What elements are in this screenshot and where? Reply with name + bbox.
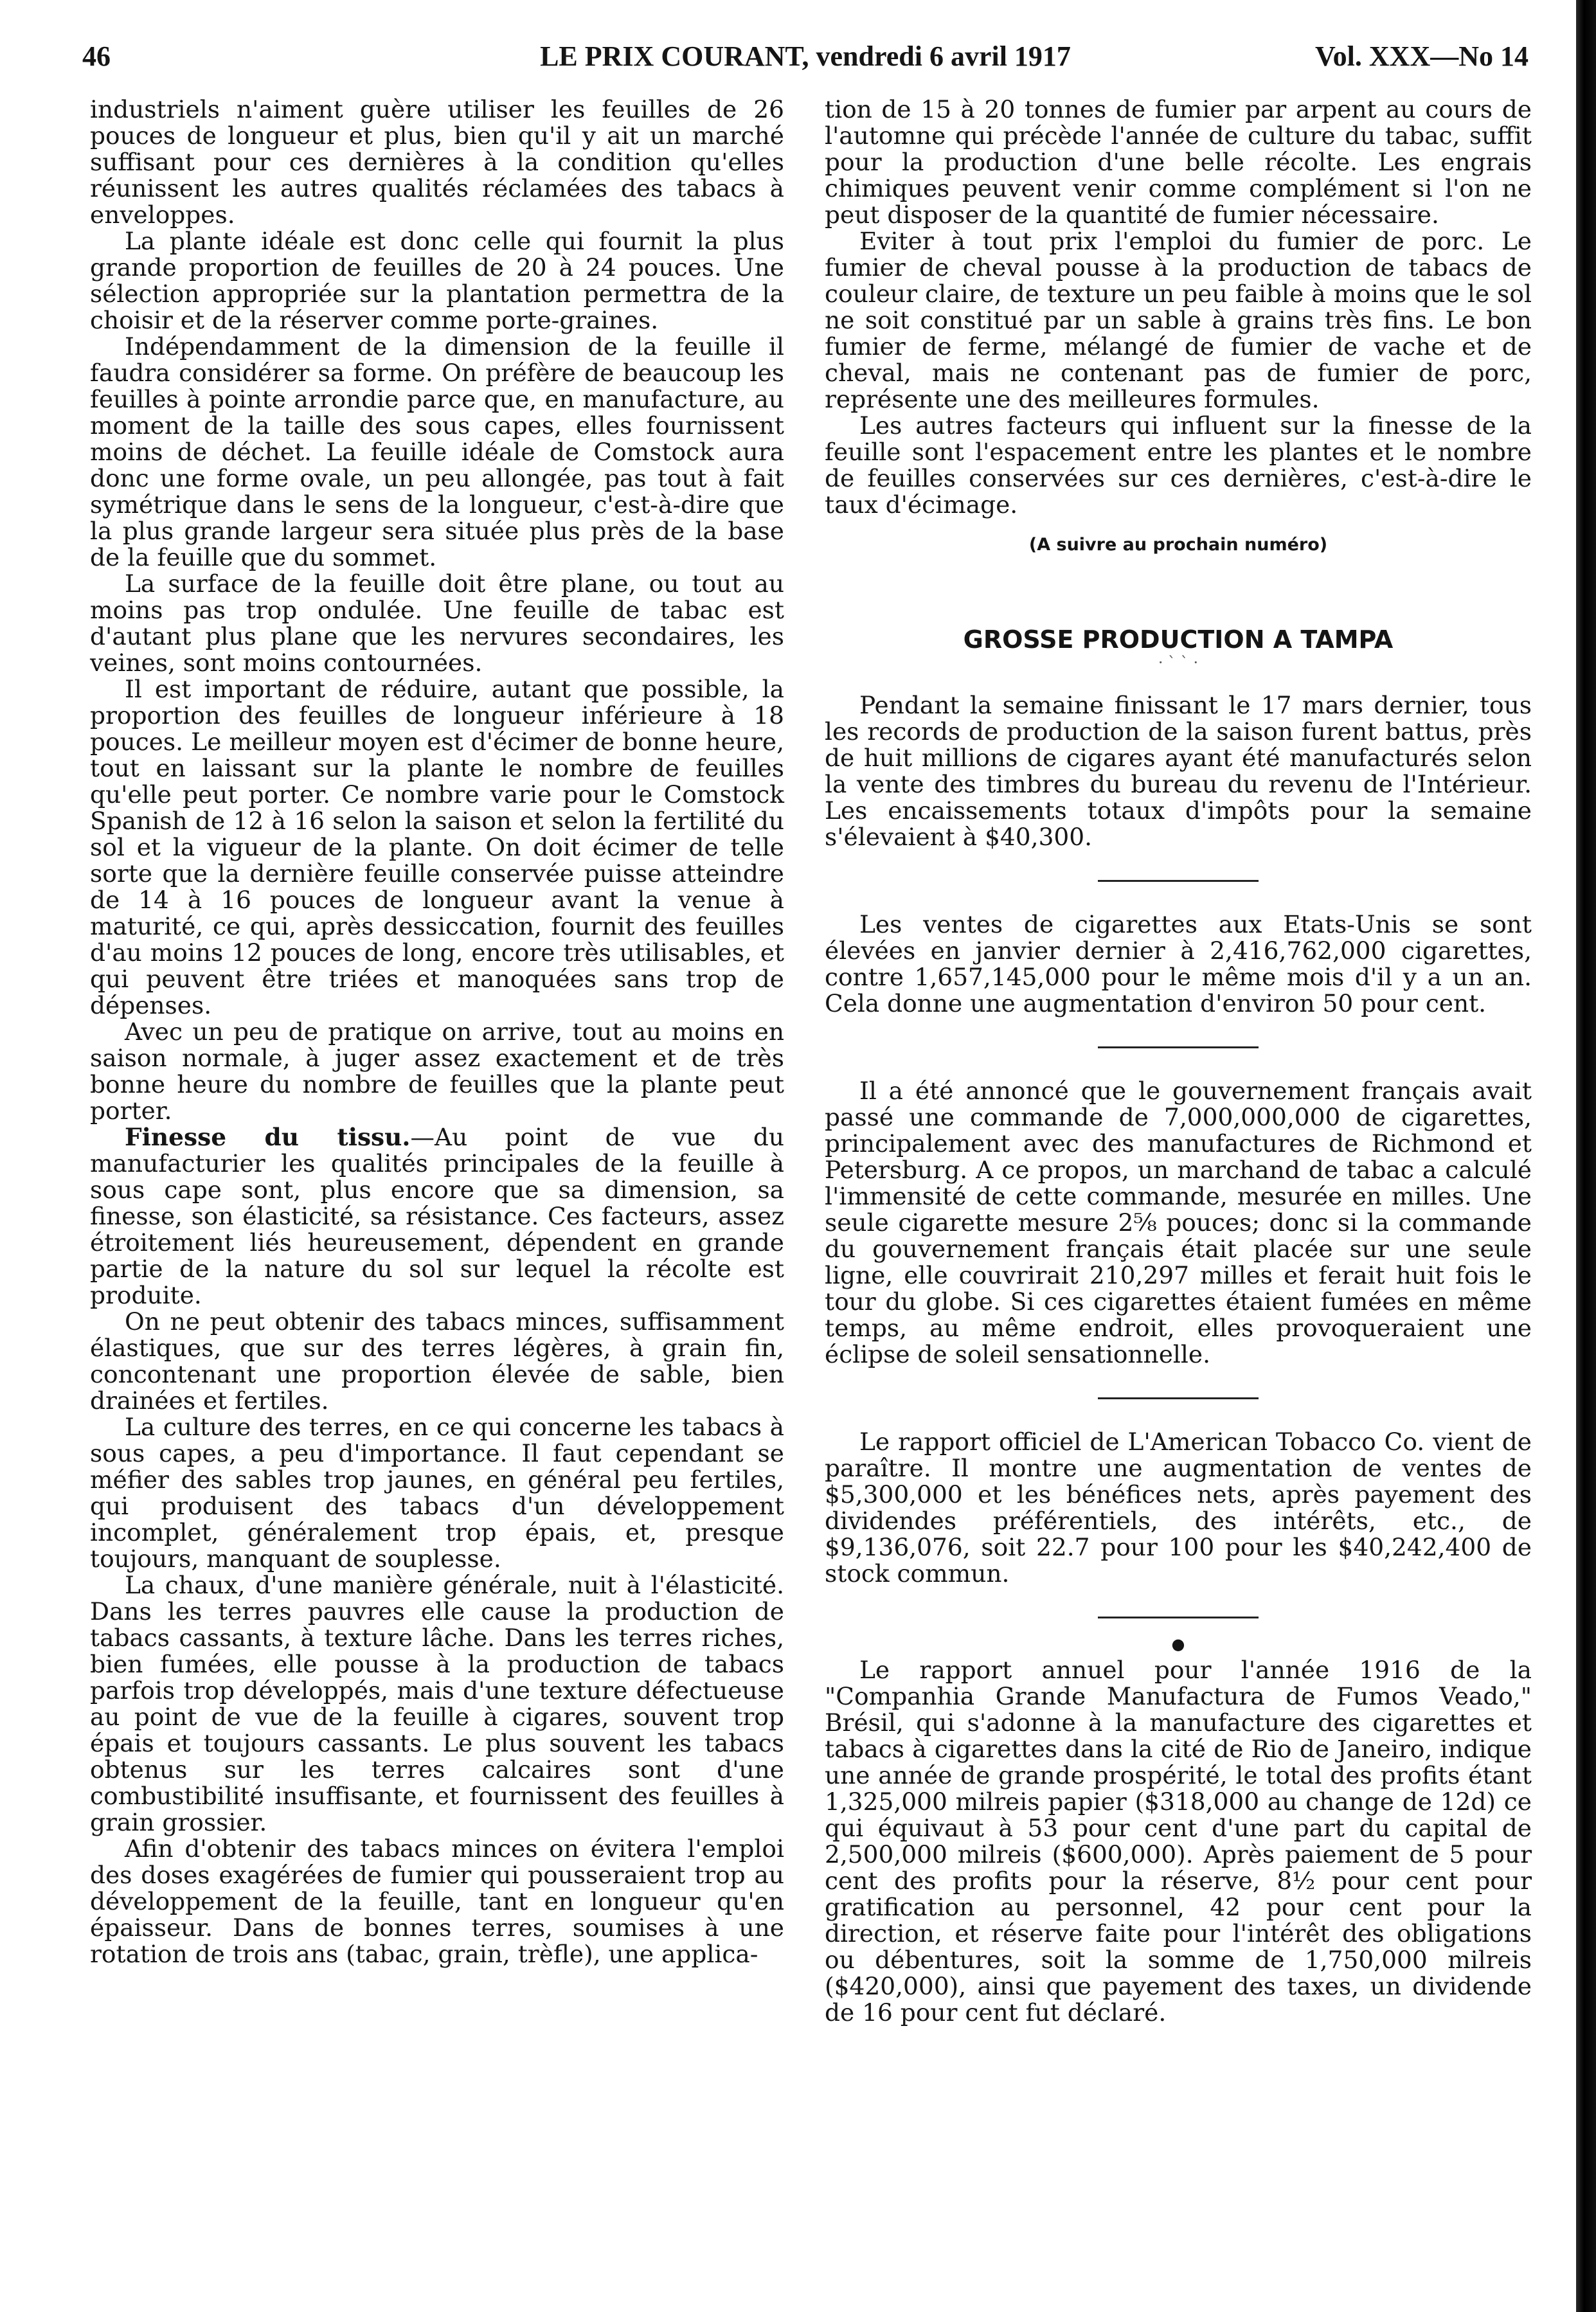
paragraph: Le rapport annuel pour l'année 1916 de la "Companhia Grande Manufactura de Fumos Veado," Brésil, qui s'adonne à la manufacture des cigarettes et tabacs à cigarettes dans la cité de Rio de Janeiro, indique une année de grande prospérité, le total des profits étant 1,325,000 milreis papier ($318,000 au change de 12d) ce qui équivaut à 53 pour cent d'une part du capital de 2,500,000 milreis ($600,000). Après paiement de 5 pour cent des profits pour la réserve, 8½ pour cent pour gratification au personnel, 42 pour cent pour la direction, et réserve faite pour l'intérêt des obligations ou débentures, soit la somme de 1,750,000 milreis ($420,000), ainsi que payement des taxes, un dividende de 16 pour cent fut déclaré.	[825, 1656, 1532, 2027]
right-column	[825, 96, 1532, 2026]
paragraph: Il a été annoncé que le gouvernement français avait passé une commande de 7,000,000,000 de cigarettes, principalement avec des manufactures de Richmond et Petersburg. A ce propos, un marchand de tabac a calculé l'immensité de cette commande, mesurée en milles. Une seule cigarette mesure 2⅝ pouces; donc si la commande du gouvernement français était placée sur une seule ligne, elle couvrirait 210,297 milles et ferait huit fois le tour du globe. Si ces cigarettes étaient fumées en même temps, au même endroit, elles provoqueraient une éclipse de soleil sensationnelle.	[825, 1077, 1532, 1368]
continued-note: (A suivre au prochain numéro)	[1028, 535, 1328, 555]
paragraph: Le rapport officiel de L'American Tobacco Co. vient de paraître. Il montre une augmentation de ventes de $5,300,000 et les bénéfices nets, après payement des dividendes préférentiels, des intérêts, etc., de $9,136,076, soit 22.7 pour 100 pour les $40,242,400 de stock commun.	[825, 1428, 1532, 1588]
paragraph: Il est important de réduire, autant que possible, la proportion des feuilles de longueur inférieure à 18 pouces. Le meilleur moyen est d'écimer de bonne heure, tout en laissant sur la plante le nombre de feuilles qu'elle peut porter. Ce nombre varie pour le Comstock Spanish de 12 à 16 selon la saison et selon la fertilité du sol et la vigueur de la plante. On doit écimer de telle sorte que la dernière feuille conservée puisse atteindre de 14 à 16 pouces de longueur avant la venue à maturité, ce qui, après dessiccation, fournit des feuilles d'au moins 12 pouces de long, encore très utilisables, et qui peuvent être triées et manoquées sans trop de dépenses.	[90, 675, 784, 1019]
divider-rule	[1098, 1046, 1259, 1048]
divider-rule	[1098, 1617, 1259, 1618]
scan-edge	[1576, 0, 1596, 2312]
page-header	[82, 33, 1529, 78]
title-ornament: · ` ` ·	[1158, 654, 1199, 672]
section-title: GROSSE PRODUCTION A TAMPA	[963, 625, 1394, 654]
paragraph: Eviter à tout prix l'emploi du fumier de porc. Le fumier de cheval pousse à la production de tabacs de couleur claire, de texture un peu faible à moins que le sol ne soit constitué par un sable à grains très fins. Le bon fumier de ferme, mélangé de fumier de vache et de cheval, mais ne contenant pas de fumier de porc, représente une des meilleures formules.	[825, 227, 1532, 413]
paragraph: Les ventes de cigarettes aux Etats-Unis se sont élevées en janvier dernier à 2,416,762,000 cigarettes, contre 1,657,145,000 pour le même mois d'il y a un an. Cela donne une augmentation d'environ 50 pour cent.	[825, 910, 1532, 1017]
paragraph: Avec un peu de pratique on arrive, tout au moins en saison normale, à juger assez exactement et de très bonne heure du nombre de feuilles que la plante peut porter.	[90, 1017, 784, 1125]
paragraph: Les autres facteurs qui influent sur la finesse de la feuille sont l'espacement entre les plantes et le nombre de feuilles conservées sur ces dernières, c'est-à-dire le taux d'écimage.	[825, 411, 1532, 519]
paragraph-body: —Au point de vue du manufacturier les qualités principales de la feuille à sous cape sont, plus encore que sa dimension, sa finesse, son élasticité, sa résistance. Ces facteurs, assez étroitement liés heureusement, dépendent en grande partie de la nature du sol sur lequel la récolte est produite.	[90, 1123, 784, 1309]
paragraph	[90, 1124, 784, 1309]
volume-number: Vol. XXX—No 14	[1314, 40, 1529, 72]
paragraph: tion de 15 à 20 tonnes de fumier par arpent au cours de l'automne qui précède l'année de culture du tabac, suffit pour la production d'une belle récolte. Les engrais chimiques peuvent venir comme complément si l'on ne peut disposer de la quantité de fumier nécessaire.	[825, 95, 1532, 229]
paragraph: La culture des terres, en ce qui concerne les tabacs à sous capes, a peu d'importance. Il faut cependant se méfier des sables trop jaunes, en général peu fertiles, qui produisent des tabacs d'un développement incomplet, généralement trop épais, et, presque toujours, manquant de souplesse.	[90, 1413, 784, 1573]
paragraph: Pendant la semaine finissant le 17 mars dernier, tous les records de production de la saison furent battus, près de huit millions de cigares ayant été manufacturés selon la vente des timbres du bureau du revenu de l'Intérieur. Les encaissements totaux d'impôts pour la semaine s'élevaient à $40,300.	[825, 691, 1532, 851]
paragraph: Indépendamment de la dimension de la feuille il faudra considérer sa forme. On préfère de beaucoup les feuilles à pointe arrondie parce que, en manufacture, au moment de la taille des sous capes, elles fournissent moins de déchet. La feuille idéale de Comstock aura donc une forme ovale, un peu allongée, pas tout à fait symétrique dans le sens de la longueur, c'est-à-dire que la plus grande largeur sera située plus près de la base de la feuille que du sommet.	[90, 332, 784, 571]
left-column	[90, 96, 784, 1967]
masthead: LE PRIX COURANT, vendredi 6 avril 1917	[540, 40, 1071, 72]
divider-rule	[1098, 1397, 1259, 1399]
paragraph: La surface de la feuille doit être plane, ou tout au moins pas trop ondulée. Une feuille de tabac est d'autant plus plane que les nervures secondaires, les veines, sont moins contournées.	[90, 569, 784, 677]
paragraph: On ne peut obtenir des tabacs minces, suffisamment élastiques, que sur des terres légères, à grain fin, concontenant une proportion élevée de sable, bien drainées et fertiles.	[90, 1307, 784, 1415]
divider-rule	[1098, 880, 1259, 882]
paragraph-lead: Finesse du tissu.	[125, 1123, 411, 1151]
paragraph: industriels n'aiment guère utiliser les feuilles de 26 pouces de longueur et plus, bien qu'il y ait un marché suffisant pour ces dernières à la condition qu'elles réunissent les autres qualités réclamées des tabacs à enveloppes.	[90, 95, 784, 229]
paragraph: La plante idéale est donc celle qui fournit la plus grande proportion de feuilles de 20 à 24 pouces. Une sélection appropriée sur la plantation permettra de la choisir et de la réserver comme porte-graines.	[90, 227, 784, 334]
page-number: 46	[82, 40, 111, 72]
bullet-ornament: ●	[1171, 1635, 1185, 1653]
paragraph: Afin d'obtenir des tabacs minces on évitera l'emploi des doses exagérées de fumier qui pousseraient trop au développement de la feuille, tant en longueur qu'en épaisseur. Dans de bonnes terres, soumises à une rotation de trois ans (tabac, grain, trèfle), une applica-	[90, 1834, 784, 1968]
paragraph: La chaux, d'une manière générale, nuit à l'élasticité. Dans les terres pauvres elle cause la production de tabacs cassants, à texture lâche. Dans les terres riches, bien fumées, elle pousse à la production de tabacs parfois trop développés, mais d'une texture défectueuse au point de vue de la feuille à cigares, souvent trop épais et toujours cassants. Le plus souvent les tabacs obtenus sur les terres calcaires sont d'une combustibilité insuffisante, et fournissent des feuilles à grain grossier.	[90, 1571, 784, 1836]
